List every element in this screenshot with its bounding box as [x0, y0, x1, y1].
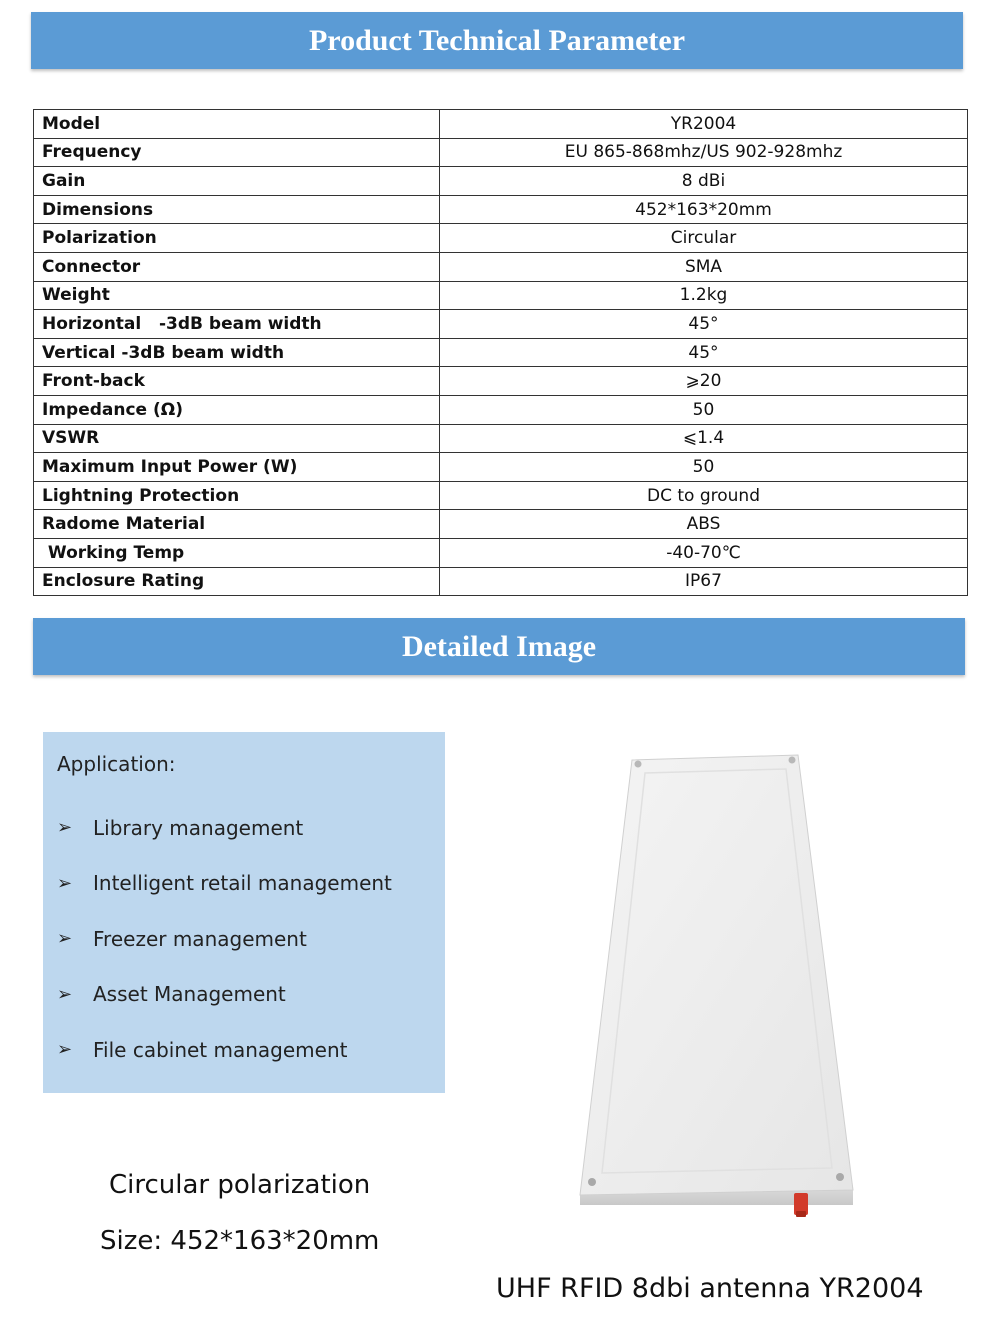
spec-param: Vertical -3dB beam width	[34, 338, 440, 367]
application-item-label: Asset Management	[93, 982, 286, 1007]
arrow-bullet-icon: ➢	[57, 983, 73, 1005]
spec-row	[34, 252, 968, 281]
spec-row	[34, 310, 968, 339]
spec-value: 50	[440, 453, 968, 482]
section-title-image: Detailed Image	[401, 629, 597, 663]
spec-param: Front-back	[34, 367, 440, 396]
spec-row	[34, 424, 968, 453]
spec-param: Weight	[34, 281, 440, 310]
spec-param: VSWR	[34, 424, 440, 453]
arrow-bullet-icon: ➢	[57, 1039, 73, 1061]
spec-row	[34, 195, 968, 224]
spec-row	[34, 510, 968, 539]
spec-value: Circular	[440, 224, 968, 253]
caption-size: Size: 452*163*20mm	[100, 1226, 380, 1256]
screw-hole-icon	[635, 761, 642, 768]
antenna-product-image	[570, 745, 870, 1225]
application-item-label: Freezer management	[93, 926, 307, 951]
arrow-bullet-icon: ➢	[57, 928, 73, 950]
spec-value: ⩽1.4	[440, 424, 968, 453]
spec-row	[34, 453, 968, 482]
screw-hole-icon	[836, 1173, 844, 1181]
application-item-label: Library management	[93, 815, 304, 840]
spec-row	[34, 224, 968, 253]
spec-value: 1.2kg	[440, 281, 968, 310]
spec-param: Connector	[34, 252, 440, 281]
spec-value: 45°	[440, 338, 968, 367]
spec-row	[34, 395, 968, 424]
application-box	[43, 732, 445, 1093]
caption-polarization: Circular polarization	[109, 1170, 371, 1200]
section-banner-image	[33, 618, 965, 675]
section-banner-specs	[31, 12, 963, 69]
spec-value: -40-70℃	[440, 538, 968, 567]
spec-row	[34, 281, 968, 310]
spec-row	[34, 538, 968, 567]
spec-value: YR2004	[440, 110, 968, 139]
section-title-specs: Product Technical Parameter	[308, 23, 686, 57]
spec-value: ABS	[440, 510, 968, 539]
antenna-panel	[580, 755, 853, 1195]
spec-value: SMA	[440, 252, 968, 281]
application-item	[57, 911, 431, 967]
arrow-bullet-icon: ➢	[57, 817, 73, 839]
spec-param: Radome Material	[34, 510, 440, 539]
screw-hole-icon	[789, 757, 796, 764]
spec-param: Model	[34, 110, 440, 139]
application-item	[57, 1022, 431, 1078]
spec-value: 50	[440, 395, 968, 424]
spec-row	[34, 110, 968, 139]
spec-value: 452*163*20mm	[440, 195, 968, 224]
spec-param: Impedance (Ω)	[34, 395, 440, 424]
spec-param: Gain	[34, 167, 440, 196]
caption-product-name: UHF RFID 8dbi antenna YR2004	[496, 1273, 924, 1304]
sma-connector-cap	[796, 1211, 806, 1217]
spec-param: Working Temp	[34, 538, 440, 567]
spec-row	[34, 481, 968, 510]
spec-value: DC to ground	[440, 481, 968, 510]
spec-value: EU 865-868mhz/US 902-928mhz	[440, 138, 968, 167]
application-item	[57, 800, 431, 856]
application-item	[57, 856, 431, 912]
application-title: Application:	[57, 752, 176, 776]
arrow-bullet-icon: ➢	[57, 872, 73, 894]
spec-row	[34, 367, 968, 396]
spec-value: IP67	[440, 567, 968, 596]
spec-row	[34, 338, 968, 367]
spec-param: Dimensions	[34, 195, 440, 224]
spec-value: 8 dBi	[440, 167, 968, 196]
spec-table	[33, 109, 968, 596]
spec-param: Horizontal -3dB beam width	[34, 310, 440, 339]
spec-row	[34, 138, 968, 167]
application-item-label: Intelligent retail management	[93, 871, 392, 896]
spec-row	[34, 567, 968, 596]
application-list	[57, 800, 431, 1078]
spec-param: Lightning Protection	[34, 481, 440, 510]
spec-param: Polarization	[34, 224, 440, 253]
spec-value: ⩾20	[440, 367, 968, 396]
spec-value: 45°	[440, 310, 968, 339]
application-item	[57, 967, 431, 1023]
spec-row	[34, 167, 968, 196]
application-item-label: File cabinet management	[93, 1037, 348, 1062]
screw-hole-icon	[588, 1178, 596, 1186]
spec-param: Frequency	[34, 138, 440, 167]
spec-param: Enclosure Rating	[34, 567, 440, 596]
spec-param: Maximum Input Power (W)	[34, 453, 440, 482]
